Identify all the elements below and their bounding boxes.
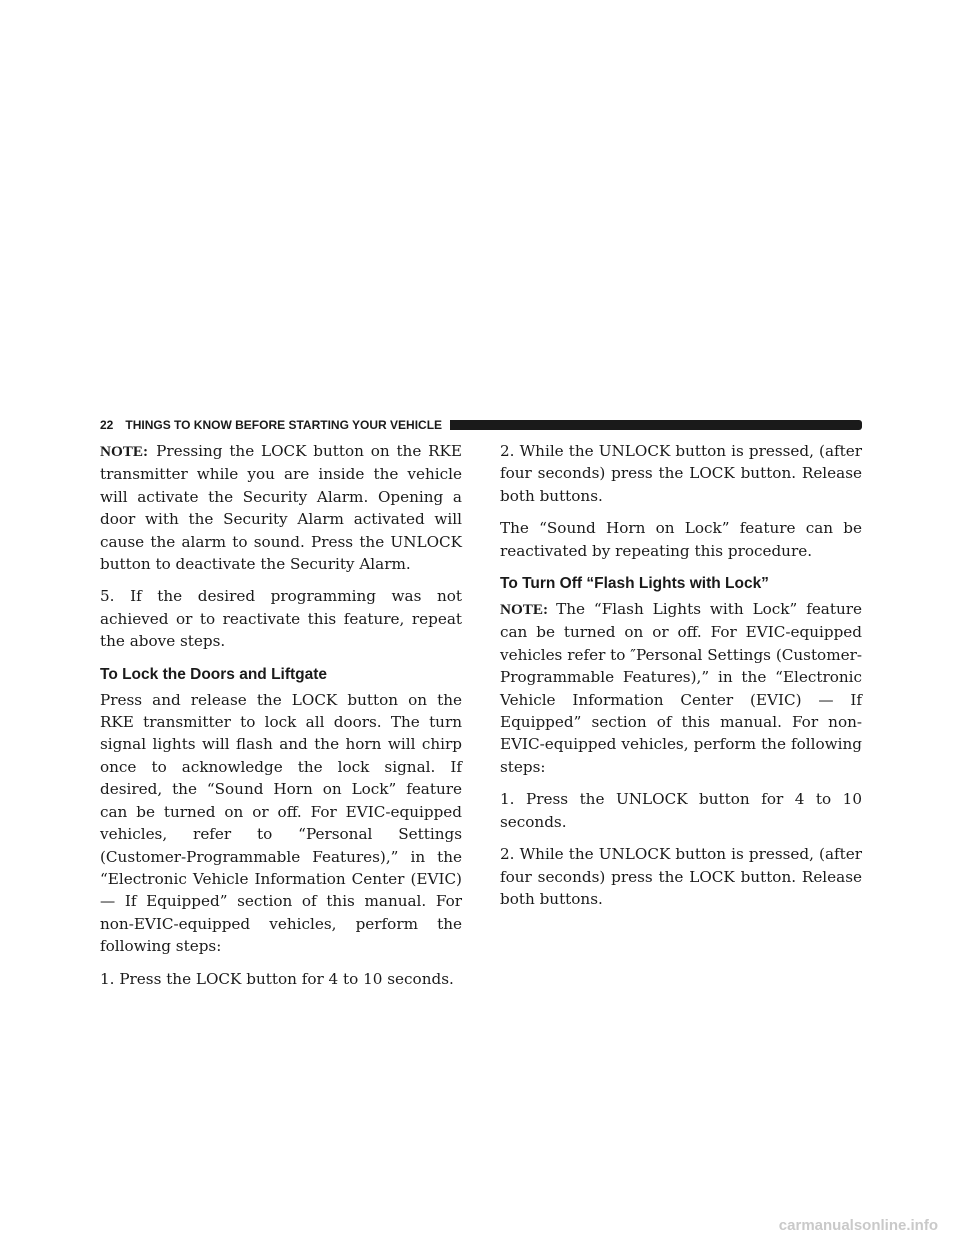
note-paragraph <box>100 440 462 575</box>
page-header <box>100 416 862 434</box>
note-text: Pressing the LOCK button on the RKE transmitter while you are inside the vehicle will activate the Security Alarm. Opening a door with the Security Alarm activated will cause the alarm to sound. Press the UNLOCK button to deactivate the Security Alarm. <box>100 442 462 574</box>
note-text-right: The “Flash Lights with Lock” feature can be turned on or off. For EVIC-equipped vehicles refer to ″Personal Settings (Customer-Programmable Features),” in the “Electronic Vehicle Information Center (EVIC) — If Equipped” section of this manual. For non-EVIC-equipped vehicles, perform the following steps: <box>500 600 862 776</box>
page-number: 22 <box>100 418 114 432</box>
step-2: 2. While the UNLOCK button is pressed, (after four seconds) press the LOCK button. Release both buttons. <box>500 442 862 505</box>
lock-doors-body: Press and release the LOCK button on the RKE transmitter to lock all doors. The turn signal lights will flash and the horn will chirp once to acknowledge the lock signal. If desired, the “Sound Horn on Lock” feature can be turned on or off. For EVIC-equipped vehicles, refer to “Personal Settings (Customer-Programmable Features),” in the “Electronic Vehicle Information Center (EVIC) — If Equipped” section of this manual. For non-EVIC-equipped vehicles, perform the following steps: <box>100 690 462 956</box>
watermark: carmanualsonline.info <box>778 1217 938 1234</box>
note-label: NOTE: <box>100 443 149 460</box>
step-1: 1. Press the LOCK button for 4 to 10 seconds. <box>100 969 454 988</box>
left-column <box>100 440 462 1000</box>
note-label-right: NOTE: <box>500 601 549 619</box>
reactivate-paragraph: The “Sound Horn on Lock” feature can be reactivated by repeating this procedure. <box>500 519 862 560</box>
section-title: THINGS TO KNOW BEFORE STARTING YOUR VEHICLE <box>125 418 443 432</box>
right-column <box>500 440 862 920</box>
header-rule <box>450 420 862 430</box>
heading-lock-doors: To Lock the Doors and Liftgate <box>100 665 328 683</box>
unlock-step-2: 2. While the UNLOCK button is pressed, (after four seconds) press the LOCK button. Release both buttons. <box>500 845 862 908</box>
heading-flash-lights: To Turn Off “Flash Lights with Lock” <box>500 575 769 593</box>
step-5: 5. If the desired programming was not achieved or to reactivate this feature, repeat the above steps. <box>100 587 462 651</box>
unlock-step-1: 1. Press the UNLOCK button for 4 to 10 seconds. <box>500 790 862 831</box>
note-paragraph-right <box>500 598 862 778</box>
